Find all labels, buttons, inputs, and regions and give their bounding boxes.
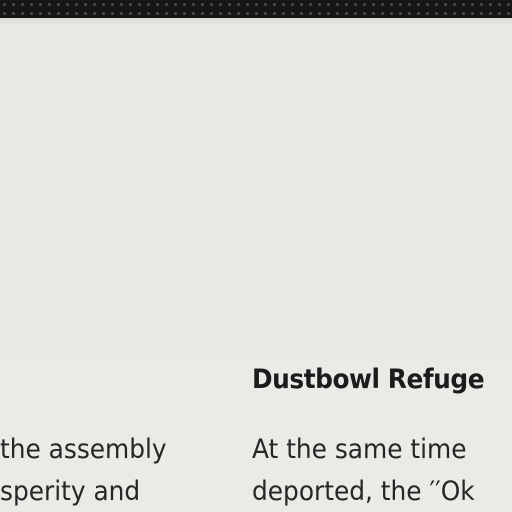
left-column-line: the assembly: [0, 434, 167, 465]
right-column-line: At the same time: [252, 434, 467, 465]
perforated-top-border: [0, 0, 512, 18]
right-column-line: deported, the ′′Ok: [252, 476, 475, 507]
section-heading: Dustbowl Refuge: [252, 364, 485, 395]
left-column-line: sperity and: [0, 476, 141, 507]
